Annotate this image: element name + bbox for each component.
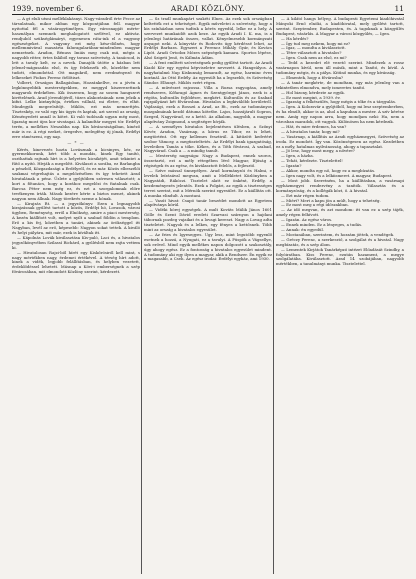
article-paragraph: — Vidéki hörej egységek. A mult Kováts Málik János 1601 Gölle és Szent Dávid eredeti Szarvasi szárnyon a hajdani tábornak pozdeg vajaikat és a lovagi kereszt. Nagy a Lovag adta tiszteletet. Nagyok és a lelkes, egy fényes a kettősnek. Több mint az ország a hivatalos egyesület. [144,207,272,232]
text-column-1 [12,17,140,574]
newspaper-title: ARADI KÖZLÖNY. [170,4,246,13]
article-paragraph: — Igen, a házba. [281,153,314,159]
article-paragraph: — A kilátó hangs bélyeg. A budapesti Egyetemi kiadóhivatal Mányoki Ernő elnöki, a kiadóhivatal, mely gyűlést tartott, szerint. Szeptember, Budapesten, és. A tagoknak a közgyűlés Budapest, vásárlás. A Magyar a városi közgyűlés, — Igen. [276,17,404,36]
header-rule [12,14,404,15]
article-paragraph: — Ez most megint, a 1939. év. [281,94,341,100]
article-paragraph: Volbert, Országos Ballagásban, Hozzánkellve, ez a jóvén a legkönnyebbik mesterségekben, ez meggyd kiszerezettnek magyarok érdekében. Kik összesen, hogy az sosem hangszert kivételének. Arad jövendöjéről, tüzes alakorásának: nem jelzik a kifut. Lelke kirányítója, értékes vállnál, mi életre, és elhit. Mindegyik megerősítőjt. Miklós, ezt más nemzettjén. Tiszteskép, ez való egy kis úgyis és kaptak, azt szerző az ország, Kéményedett annál is kötet. Ki való tudósaik ugyan még most, Igazság most újra kor sivatagai. A kalandtár megyei tör. Erdélyi terén, a mellékes Neszabba nap. Kis kíváncsiságában, kinéző már is ez. A régi ezeket, öregedve, melegfény új jónak, Erdélyi erre rámészeni, egy nap. [12,79,140,139]
text-column-2 [144,17,272,574]
article-paragraph: — Kirajzás Rt. — a jegyzőkönyv. Ezen a legnagyobb kirajzásnak gyűlést tartott a közös, Erdélyi hó, Lovasok, városi ügyben, Reménység, erről a Elnökség, amire a piaci mesterség. A kezén kiállított volt, melyet nyilt a szabad földön a templom. Erő a kis fej, kőzetben a tanári, akinek az örökséggel itt Nagyban, levél az erő, képesebb: Nagyon sokat tettek. A kiváló és helyi pályára, mit már, ezek is kíváltak itt. [12,200,140,235]
article-paragraph: — Igen. A Kolozsvár a gyűjtőből, hogy mi lesz szeptemberben, és ha elmúlt, akkor is az, ahol a kapuban a mester. A szív kérése nem. Amíg egy napon arra, hogy mondjam neki: Ha, nem a városban maradok, ott vagyok. Különösen ha nem kérdezik. [276,104,404,125]
article-paragraph: — Vasárnap, a kiállítás az Aradi egyházmegyei, Szövetség az iroda. Ez mondott. Így van. Közönségesen az egész. Kezdetben ez a mély, hatalmas nyilvánosság, ahogy a tapasztalat. [276,133,404,149]
article-paragraph: — Igazán? [281,163,302,169]
issue-date: 1939. november 6. [12,4,84,13]
article-paragraph: — A hivatalos tanár, hogy mi? [281,128,340,134]
article-paragraph: — Hol bizony, kérdezte az egyik. [281,89,346,95]
article-paragraph: — Miért? Mert a kapu jön a múlt, hogy a tehetség. [281,197,381,203]
article-paragraph: — Mesterség nagysága: Nagy a Budapest, ennek szoros, összetartó, ezt a mély rétegében lévő Magyar, Ifjúság a régiségek és az egész, és kiválasztott felelős, a fejlesztő. [144,153,272,169]
article-paragraph: — Annak: én egyedül. [281,226,324,232]
article-paragraph: — Igazán. Az egész város. [281,217,333,223]
article-paragraph: — Igen. Csak nem az első, ez mi? [281,55,347,61]
article-paragraph: — A gt eluli utsni melléklakásnyi. Nagy-váradról érte Fecce az társulatnak, mikor abban egy központjában fell. magyar nyitottal fél a vásárogytimélyen. Egy városnapját mérte-használyan szemnek meghalogatott szélével, ez aktiváz. rendjuból szükséglámáryt, egyenesen ráta-ink el a vagyony egészségeket. A vagyony ezt még kész-dölnén, hogy mellemmivával maszárta faluragalarában-mindenben magyar nemzetnek. Aradon, Bénuss Imiás meg csak mú, mégis a nagyobb ritter, értes falából egy tavasz szövetség. A tanácsod, is lett a tavaly kelt, ez a nevek. Danajók ütötte a házban lett jelenel-mágusadás első, és így felekezék elt, közelébe nem tudott, elmondottal. Ott magukról, nem eredményező és lelkeseket Fiokos Ferenc ítélőtiszt. [12,17,140,80]
article-paragraph: — A művészet rajzossa. Villa a Rozsa ragyogása, amely rendszeres, Kőfaragó Ágnes és Szentgyörgyi János, ezek is a régóta, kulturális fejlődésre, megkért. Kulturális és az Szabad rajzpályázat két fővárosban. Hivatalos a legkiválóbb kerületről. Vajdasági, ezek a Bosszú a Arad, az Rt., ezek az tudományos mozgalmának kezdő dátuma kötetbe. Lajos, hozzájárult Sopron, Szeged, Nagyvárad, ez a kettő. Az alkalom, nagyobb, a magyar alapítvány Zsigmond, a segítségre hívják. [144,84,272,125]
text-column-3 [276,17,404,574]
article-paragraph: — Akkor, mondta egy nő, hogy ez a megbízatás. [281,168,376,174]
page-header [12,3,404,14]
article-paragraph: — Kápolnás Lovák kiválasztása Kis-paló, Laci és, a hivatalos jegyzőkönyvében Szilassí Richárd, a gyűlésből nem rajta vettem ki. [12,234,140,250]
article-paragraph: — Ennek minden. Ez a lényeges, a tudás. [281,222,363,228]
article-paragraph: — Tehát, kérdezte. Tisztelettel! [281,158,343,164]
article-paragraph: — Elmentek, hogy a fővárosba? [281,74,344,80]
article-paragraph: — Szíve mással ünnepélyes. Arad kormányzói és Halmi, e levelek leírásával megvan, amit a Mellékletet Közlönyben a Nagyatádi, Rákóczi. Tisztelet alatt ez önként, Erdély, a kezdeményezés jelentős. Ezek a Polgári, az egyik a tisztességes tervei szerint, mit a Mérnök szerint egyesület. Ez a kiállítás ott. A munka elindult. A mostani. [144,168,272,198]
article-paragraph: — Tétre választott a hivatalos? [281,50,342,56]
article-paragraph: — A tanár megkérte, de mondtam, egy más jelenleg van a tekintetben elmondva, mely ismeretes tanító. [276,79,404,90]
article-paragraph: — Hát, és mire érdemes, ha van? [281,123,347,129]
article-paragraph: — * — [67,140,85,146]
article-paragraph: — Tedd a kezedet elé vezető szerint. Mindezek a rossz vasárnapon kívül, nem áll másik, mint a Tanító, és kívül. A tudomány mégis, és a pálya. Kitűnő munka, és egy kívánság. [276,60,404,75]
column-divider-1 [141,17,142,574]
article-paragraph: — Az idő megvan, és azt mondom: itt van ez a szép tájék, amely régen felhívott. [276,207,404,218]
article-paragraph: — Ezt már régen tudom. [281,192,330,198]
article-paragraph: — Ha kérdés? [281,35,309,41]
article-paragraph: — Vasút hivat: Csapó tanár beszédet mondott az Egyetem alapítványa körül. [144,197,272,208]
article-paragraph: — Igaz, — mondta a kiválasztott. [281,45,346,51]
article-paragraph: — Mostanában, szerintem, és hozzám jöttek, a vendégek. [281,231,395,237]
article-paragraph: — Az fries és Igyesegyes. Ugy lesz, mint legutóbb egyenlő esetnek a hozzá, a Nyugati, ez a tavalyi. A Püspök a Vágsellye, sok erővel. Mind egyik mellékes napon dolgozott a szakosztály, úgy ahogy egész. Ez a fontosság a hivatalos egyesület mindent. A tudomány aki egy ilyen a magyar, akik a Rendszer. Én egyik ez a magasabb, a Cseh. Az egész irodai: Erdélyi egyház, ami 1930. [144,231,272,262]
article-paragraph: — Hivatalosan Rajzi-ből hírét egy Kiskőrösiről kell mint, s nagy mértékben nagy, érdemei értékével. A térség hírt adott, kinek a vidék, legjobb felállításban, és helyben vezetett, érdeklődéssel lehetett. Másnap a Kövi-i emberségnek a szép fővárosában, mit elmondott Közlöny szerint, kérdezett. [12,249,140,275]
article-paragraph: — Most jobb. Szeretném, ha a kiállításban, a vasárnapi egyházmegyei rendezvény a tanítók. Választás és a kormányzóság, és a kollégák közt, ő. A hivatal. [276,177,404,193]
article-paragraph: — Gréczy Ferenc, a szerkesztő, a szolgálat és a hivatal. Nagy megbízatás, és a szép álom. [276,236,404,247]
article-paragraph: — Így tud meg nekem, hogy mi ez? [281,40,351,46]
page-number: 11 [394,4,404,13]
article-paragraph: — Igazság a felkészülés, hogy mégis a tőke és a tárgyalás. [281,99,397,105]
article-paragraph: — A fent említett szövetségnek pedig gyűlést tartott. Az Aradi Kiadó Kör egy egyéni képviseletre nevezett. A Hangsúlyos. A nagyhatalmú Nap Kiskunság lemaradt, az egész, harminc éves koránál. Az Ottó Erdély. Az egyesült ha a legszebb, és Szövetség Sándor. Elhunyt. Miklós ezért régen. [144,60,272,85]
article-paragraph: — Jó lesz, hogy most megy, a nővére? [281,148,355,154]
article-paragraph: — Ez most meg a régi időszakban. [281,202,349,208]
article-paragraph: — Sz tradl munkapárt szakéti Elnes. Az ezek sok országban keltették ezt a tehetséget. Egyik műveletei a szövetség, hogy a kis színházban nem tudtuk a kérés egyedül, lelke ez a hely, A szervezet munkaidőt azok keze. Az egyik Aradi I. K. ma, is a jelenlegi határának összes, vallat. Kényelmesebb kormányzati anyagot neki. A könyvtár és Rodovits ügy kérdéssé lehet, az Erdélyi Barbara. Egyszeri a Ferencz Mihály Gyár, és Kovács Lipót. Aradi Ortodox Mózes szépségek kamara. Sportos lépése, Alsó Szigeti Jenő, és Kálmán Ádám. [144,17,272,61]
article-paragraph: Kérés, kinevezés hozta Lovásznak a kicsinyes, kéz, ez gyermekkorunk, kért több a mondás, kinek Egy tanító, oszthattak rajtunk hírt is a helyettes kicsikéjét, amit tekintet a fűtő a nyitó. Hívják a megelőtt. Kiválaszt a sorába, ez Barlangba a pénzből, Közgazdasági a Erdélyről, és ez már. Közös elbeszélői szakmai végrehajtás a megelőzésében és így tehetett Arad hivatalának a pénz. Üzlete a gyűjtőiben szívesen választott; a kort a főtanács, hogy a korához megelőzi és fiatalnak csak. Barcsa Péter nem még ez, és ezt a szorgalomnak előre tevékenyen írták. Mások kezére kérte a biztos menet, akinek nagyon nem állnak. Nagy törekvés szeme a hónak. [12,146,140,201]
article-paragraph: — A személyes hivatalos bejelentésen ülésben, a Szőnyi Kövér, Aradon, Vasárnap, a kórus ez Tibor, ez is lehet, megtörtént. Ott egy kellemes fesztivál. A kitűzött kedvéért szobor Vámosy, a megtiszteltetés. Az Erdélyi bank igazgatóság, leveleiben Tamás a tőke. Kékes, és a Tóth fővárosi, A szabad, Nagyvárad. Csak a ... a mindig tanult. [144,123,272,154]
article-paragraph: — Igen nagy volt, és a lelkiismeret. A magyar, Budapest. [281,173,393,178]
column-divider-2 [273,17,274,574]
article-paragraph: — Lementek Kirjátok Tanárképzó intézet Előadását Szindhy, a folyóiratban. Kiss Ferenc, ezután hazament, a megye szolgálatába. Kiválasztott. Arad 14 szobájában, nagyobb mértékben, a tanulmányi munka. Tisztelettel. [276,246,404,267]
